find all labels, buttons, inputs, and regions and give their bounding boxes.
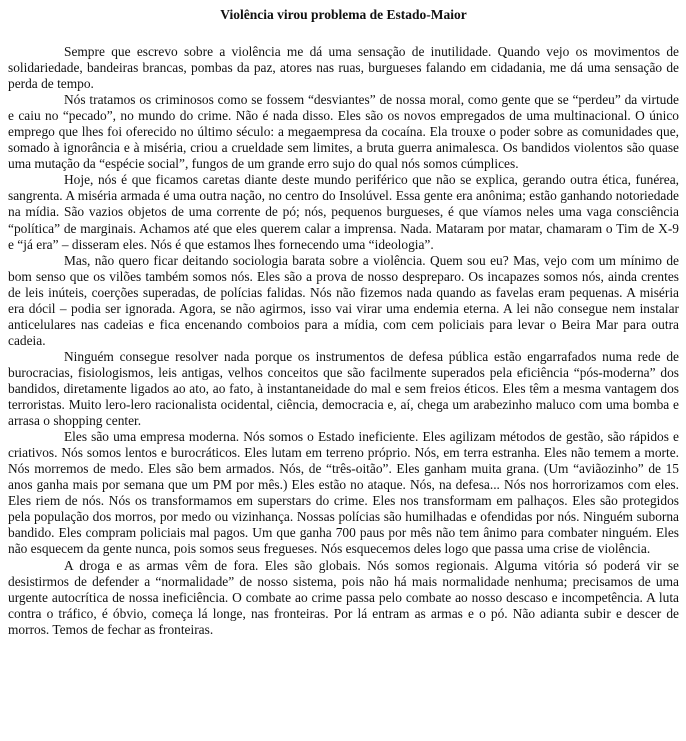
article-title: Violência virou problema de Estado-Maior [220, 7, 467, 22]
paragraph: Ninguém consegue resolver nada porque os instrumentos de defesa pública estão engarrafados numa rede de burocracias, fisiologismos, leis antigas, velhos conceitos que são facilmente superados pela eficiência “pós-moderna” dos bandidos, diretamente ligados ao ato, ao fato, à instantaneidade do mal e sem freios éticos. Eles têm a mesma vantagem dos terroristas. Muito lero-lero racionalista ocidental, ciência, democracia e, aí, chega um arabezinho maluco com uma bomba e arrasa o shopping center. [8, 348, 679, 429]
paragraph: Mas, não quero ficar deitando sociologia barata sobre a violência. Quem sou eu? Mas, vejo com um mínimo de bom senso que os vilões também somos nós. Eles são a prova de nosso despreparo. Os incapazes somos nós, ainda crentes de leis inúteis, coerções superadas, de polícias falidas. Nós não fizemos nada quando as favelas eram pequenas. A miséria era dócil – podia ser ignorada. Agora, se não agirmos, isso vai virar uma endemia eterna. A lei não consegue nem instalar anticelulares nas cadeias e fica encenando comboios para a mídia, com cem policiais para levar o Beira Mar para outra cadeia. [8, 252, 679, 348]
paragraph: A droga e as armas vêm de fora. Eles são globais. Nós somos regionais. Alguma vitória só poderá vir se desistirmos de defender a “normalidade” de nosso sistema, pois não há mais normalidade nenhuma; precisamos de uma urgente autocrítica de nossa ineficiência. O combate ao crime passa pelo combate ao nosso descaso e incompetência. A luta contra o tráfico, é óbvio, começa lá longe, nas fronteiras. Por lá entram as armas e o pó. Não adianta subir e descer de morros. Temos de fechar as fronteiras. [8, 557, 679, 637]
article-body [8, 44, 679, 638]
paragraph: Nós tratamos os criminosos como se fossem “desviantes” de nossa moral, como gente que se “perdeu” da virtude e caiu no “pecado”, no mundo do crime. Não é nada disso. Eles são os novos empregados de uma multinacional. O único emprego que lhes foi oferecido no último século: a megaempresa da cocaína. Ela trouxe o poder sobre as comunidades que, somado à ignorância e à miséria, criou a crueldade sem limites, a bruta guerra animalesca. Os bandidos violentos são quase uma mutação da “espécie social”, fungos de um grande erro sujo do qual nós somos cúmplices. [8, 92, 679, 172]
paragraph: Eles são uma empresa moderna. Nós somos o Estado ineficiente. Eles agilizam métodos de gestão, são rápidos e criativos. Nós somos lentos e burocráticos. Eles lutam em terreno próprio. Nós, em terra estranha. Eles não temem a morte. Nós morremos de medo. Eles são bem armados. Nós, de “três-oitão”. Eles ganham muita grana. (Um “aviãozinho” de 15 anos ganha mais por semana que um PM por mês.) Eles estão no ataque. Nós, na defesa... Nós nos horrorizamos com eles. Eles riem de nós. Nós os transformamos em superstars do crime. Eles nos transformam em palhaços. Eles são protegidos pela população dos morros, por medo ou vizinhança. Nossas polícias são humilhadas e ofendidas por nós. Ninguém suborna bandido. Eles compram policiais mal pagos. Um que ganha 700 paus por mês não tem ânimo para combater ninguém. Eles não esquecem da gente nunca, pois somos seus fregueses. Nós esquecemos deles logo que passa uma crise de violência. [8, 429, 679, 557]
paragraph: Sempre que escrevo sobre a violência me dá uma sensação de inutilidade. Quando vejo os movimentos de solidariedade, bandeiras brancas, pombas da paz, atores nas ruas, burgueses falando em cidadania, me dá uma sensação de perda de tempo. [8, 44, 679, 92]
paragraph: Hoje, nós é que ficamos caretas diante deste mundo periférico que não se explica, gerando outra ética, funérea, sangrenta. A miséria armada é uma outra nação, no centro do Insolúvel. Essa gente era anônima; estão ganhando notoriedade na mídia. São vazios objetos de uma corrente de pó; nós, pequenos burgueses, é que víamos neles uma vaga consciência “política” de marginais. Achamos até que eles querem calar a imprensa. Nada. Mataram por matar, chamaram o Tim de X-9 e “já era” – disseram eles. Nós é que estamos lhes fornecendo uma “ideologia”. [8, 172, 679, 252]
